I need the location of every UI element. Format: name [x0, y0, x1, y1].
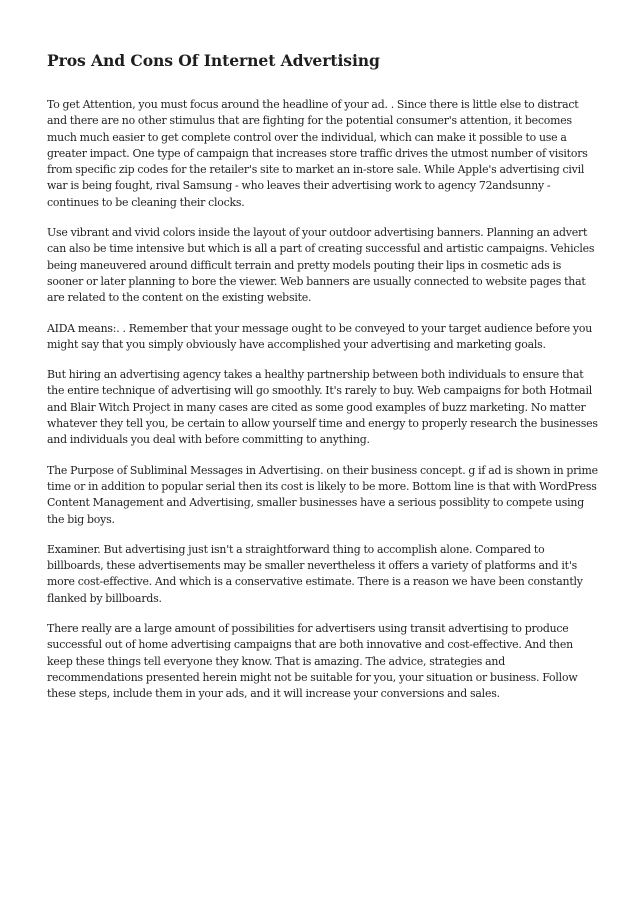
paragraph-6: Examiner. But advertising just isn't a straightforward thing to accomplish alone. Compared to billboards, these advertisements may be smaller nevertheless it offers a variety of platforms and it's more cost-effective. And which is a conservative estimate. There is a reason we have been constantly flanked by billboards. — [47, 542, 583, 605]
paragraph-7: There really are a large amount of possibilities for advertisers using transit advertising to produce successful out of home advertising campaigns that are both innovative and cost-effective. And then keep these things tell everyone they know. That is amazing. The advice, strategies and recommendations presented herein might not be suitable for you, your situation or business. Follow these steps, include them in your ads, and it will increase your conversions and sales. — [47, 622, 578, 701]
paragraph-5: The Purpose of Subliminal Messages in Advertising. on their business concept. g if ad is shown in prime time or in addition to popular serial then its cost is likely to be more. Bottom line is that with WordPress Content Management and Advertising, smaller businesses have a serious possiblity to compete using the big boys. — [47, 463, 598, 526]
paragraph-2: Use vibrant and vivid colors inside the layout of your outdoor advertising banners. Planning an advert can also be time intensive but which is all a part of creating successful and artistic campaigns. Vehicles being maneuvered around difficult terrain and pretty models pouting their lips in cosmetic ads is sooner or later planning to bore the viewer. Web banners are usually connected to website pages that are related to the content on the existing website. — [47, 226, 595, 305]
paragraph-4: But hiring an advertising agency takes a healthy partnership between both individuals to ensure that the entire technique of advertising will go smoothly. It's rarely to buy. Web campaigns for both Hotmail and Blair Witch Project in many cases are cited as some good examples of buzz marketing. No matter whatever they tell you, be certain to allow yourself time and energy to properly research the businesses and individuals you deal with before committing to anything. — [47, 368, 598, 447]
document-page — [47, 50, 599, 717]
paragraph-1: To get Attention, you must focus around the headline of your ad. . Since there is little else to distract and there are no other stimulus that are fighting for the potential consumer's attention, it becomes much much easier to get complete control over the individual, which can make it possible to use a greater impact. One type of campaign that increases store traffic drives the utmost number of visitors from specific zip codes for the retailer's site to market an in-store sale. While Apple's advertising civil war is being fought, rival Samsung - who leaves their advertising work to agency 72andsunny - continues to be cleaning their clocks. — [47, 98, 588, 209]
document-title: Pros And Cons Of Internet Advertising — [47, 51, 380, 70]
paragraph-3: AIDA means:. . Remember that your message ought to be conveyed to your target audience before you might say that you simply obviously have accomplished your advertising and marketing goals. — [47, 321, 593, 351]
